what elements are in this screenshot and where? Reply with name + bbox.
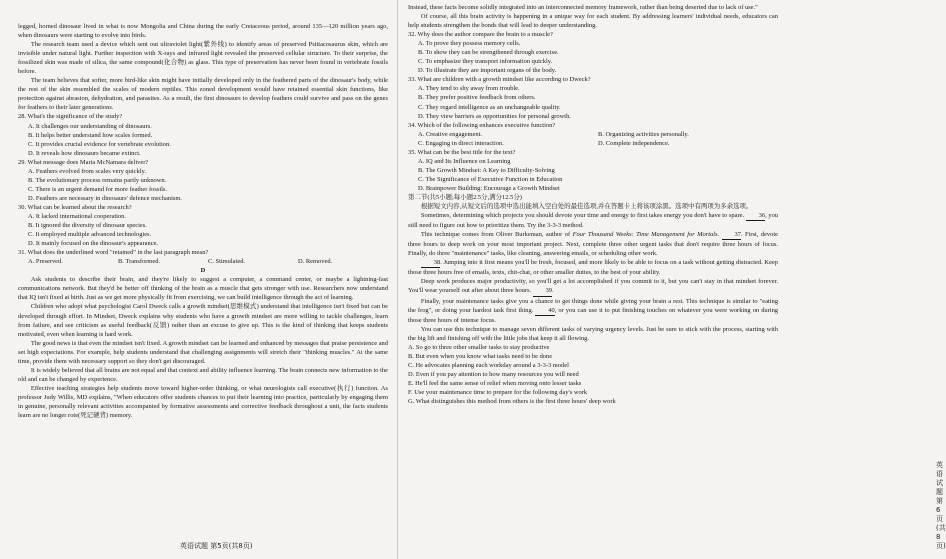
choice-list — [408, 343, 778, 406]
cloze-paragraph: Deep work produces major productivity, so you'll get a lot accomplished if you commit to it, but you can't stay in that mindset forever. You'll wear yourself out after about three hours. 39. — [408, 277, 778, 296]
option: A. Feathers evolved from scales very quickly. — [28, 167, 146, 175]
question-33 — [408, 75, 778, 120]
passage-c-paragraph: The research team used a device which sent out ultraviolet light(紫外线) to identify areas of preserved Psittacosaurus skin, which are invisible under natural light. Further inspection with X-rays and infrared light revealed the preserved cellular structure. To their surprise, the fossilized skin was made of silica, the same compound(化合物) as glass. This type of preservation has never been found in vertebrate fossils before. — [18, 41, 388, 76]
choice-option: E. He'll feel the same sense of relief when moving onto lesser tasks — [408, 379, 582, 387]
option: D. They view barriers as opportunities for personal growth. — [418, 112, 571, 120]
cloze-paragraph: 38. Jumping into it first means you'll be fresh, focused, and more likely to be able to focus on a task without getting distracted. Keep those three hours free of emails, texts, chit-chat, or other smaller duties, to the best of your ability. — [408, 259, 778, 277]
question-stem: 35. What can be the best title for the text? — [408, 148, 516, 156]
option: B. They prefer positive feedback from others. — [418, 94, 536, 102]
options-row — [408, 139, 778, 148]
option: A. It challenges our understanding of dinosaurs. — [28, 122, 152, 130]
choice-option: C. He advocates planning each workday around a 3-3-3 model — [408, 361, 569, 369]
page-footer-left: 英语试题 第5页(共8页) — [180, 541, 253, 550]
option: C. The Significance of Executive Function in Education — [418, 175, 563, 183]
option: B. It helps better understand how scales formed. — [28, 131, 153, 139]
option: C. Engaging in direct interaction. — [418, 139, 504, 147]
options-row — [408, 130, 778, 139]
passage-c-paragraph: The team believes that softer, more bird-like skin might have initially developed only in the feathered parts of the dinosaur's body, while the rest of the skin resembled the scales of modern reptiles. This zoned development would have retained essential skin functions, like protection against abrasion, dehydration, and parasites. As a result, the first dinosaurs to develop feathers could survive and pass on the genes for feathers to their later generations. — [18, 77, 388, 112]
option: B. To show they can be strengthened through exercise. — [418, 49, 559, 57]
option: C. There is an urgent demand for more feather fossils. — [28, 185, 168, 193]
option: C. They regard intelligence as an unchangeable quality. — [418, 103, 561, 111]
book-title: Four Thousand Weeks: Time Management for Mortals — [572, 231, 718, 239]
option: A. They tend to shy away from trouble. — [418, 85, 520, 93]
question-35 — [408, 148, 778, 193]
question-stem: 32. Why does the author compare the brain to a muscle? — [408, 31, 553, 39]
cloze-paragraph: Finally, your maintenance tasks give you a chance to get things done while giving your brain a rest. This technique is similar to "eating the frog", or doing your hardest task first thing. 40, or you can use it to put finishing touches on whatever you were working on during those three hours of intense focus. — [408, 297, 779, 324]
passage-d-paragraph: Effective teaching strategies help students move toward higher-order thinking, or what neurologists call executive(执行) function. As professor Judy Willis, MD explains, "When educators offer students chances to put their learning into practice, particularly by engaging them in genuine, personally relevant activities accompanied by formative assessments and corrective feedback throughout a unit, the facts students learn are no longer rote(死记硬背) memory. — [18, 384, 388, 420]
passage-d-paragraph: The good news is that even the mindset isn't fixed. A growth mindset can be learned and enhanced by messages that praise persistence and set high expectations. For example, help students understand that challenging assignments will stretch their "thinking muscles." At the same time, provide them with necessary support so they don't get discouraged. — [18, 339, 388, 365]
question-stem: 30. What can be learned about the research? — [18, 203, 132, 211]
left-page — [0, 0, 398, 559]
section-d-heading: D — [200, 267, 206, 275]
options-row — [18, 257, 388, 266]
passage-d-paragraph: Ask students to describe their brain, and they're likely to suggest a computer, a command center, or maybe a lightning-fast communications network. But they'd be better off thinking of the brain as a muscle that gets stronger with use. Researchers now understand that IQ isn't fixed at birth. Just as we get more physically fit from exercising, we can build intelligence through the act of learning. — [18, 276, 388, 302]
cloze-paragraph: Sometimes, determining which projects you should devote your time and energy to first takes energy you don't have to spare. 36, you still need to figure out how to prioritize them. Try the 3-3-3 method. — [408, 212, 779, 230]
passage-d-paragraph: Children who adopt what psychologist Carol Dweck calls a growth mindset(思维模式) understand that intelligence isn't fixed but can be developed through effort. In Mindset, Dweck explains why students who have a growth mindset are more willing to tackle challenges, learn from failure, and see criticism as useful feedback(反馈) rather than an excuse to give up. This is the kind of thinking that keeps students motivated, even when learning is hard work. — [18, 303, 388, 338]
blank-38: 38 — [421, 258, 440, 268]
section-2-instructions: 根据短文内容,从短文后的选项中选出能填入空白处的最佳选项,并在答题卡上将该项涂黑。选项中有两项为多余选项。 — [420, 203, 753, 211]
cloze-paragraph: You can use this technique to manage seven different tasks of varying urgency levels. Just be sure to stick with the process, starting with the big lift and finishing off with the little jobs that keep it all flowing. — [408, 325, 778, 342]
question-stem: 31. What does the underlined word "retained" in the last paragraph mean? — [18, 249, 209, 257]
right-page — [398, 0, 946, 559]
option: A. IQ and Its Influence on Learning — [418, 157, 511, 165]
option: C. Stimulated. — [208, 258, 246, 266]
option: D. Complete independence. — [598, 139, 670, 147]
choice-option: A. So go to three other smaller tasks to stay productive — [408, 343, 550, 351]
blank-40: 40 — [535, 306, 554, 316]
page-footer-right: 英语试题 第6页(共8页) — [936, 460, 946, 550]
option: B. Organizing activities personally. — [598, 130, 689, 138]
blank-37: 37 — [722, 230, 741, 240]
passage-d-paragraph: Of course, all this brain activity is happening in a unique way for each student. By addressing learners' individual needs, educators can help students strengthen the bonds that will lead to deeper understanding. — [408, 13, 778, 30]
option: B. Transformed. — [118, 258, 161, 266]
question-32 — [408, 30, 778, 75]
passage-c-paragraph: legged, horned dinosaur lived in what is now Mongolia and China during the early Cretaceous period, around 135—120 million years ago, when dinosaurs were starting to evolve into birds. — [18, 23, 388, 40]
question-stem: 33. What are children with a growth mindset like according to Dweck? — [408, 76, 591, 84]
option: B. It ignored the diversity of dinosaur species. — [28, 222, 147, 230]
option: A. To prove they possess memory cells. — [418, 40, 521, 48]
choice-option: G. What distinguishes this method from others is the first three hours' deep work — [408, 398, 616, 406]
choice-option: B. But even when you know what tasks need to be done — [408, 352, 553, 360]
question-31 — [18, 248, 388, 266]
question-stem: 29. What message does Maria McNamara deliver? — [18, 158, 149, 166]
option: D. Brainpower Building: Encourage a Growth Mindset — [418, 184, 560, 192]
option: D. To illustrate they are important organs of the body. — [418, 67, 557, 75]
section-2-title: 第二节(共5小题;每小题2.5分,满分12.5分) — [408, 193, 522, 201]
option: D. Removed. — [298, 258, 333, 266]
question-stem: 34. Which of the following enhances executive function? — [408, 121, 556, 129]
passage-d-paragraph: It is widely believed that all brains are not equal and that context and ability influence learning. The brain connects new information to the old and can be changed by experience. — [18, 366, 388, 383]
option: B. The evolutionary process remains partly unknown. — [28, 176, 167, 184]
question-30 — [18, 203, 388, 248]
option: C. It provides crucial evidence for vertebrate evolution. — [28, 140, 171, 148]
choice-option: F. Use your maintenance time to prepare for the following day's work — [408, 388, 588, 396]
cloze-paragraph: This technique comes from Oliver Burkeman, author of Four Thousand Weeks: Time Management for Mortals. 37. First, devote three hours to deep work on your most important project. Next, complete three other urgent tasks that don't require three hours of focus. Finally, do three "maintenance" tasks, like cleaning, answering emails, or scheduling other work. — [408, 231, 779, 258]
option: A. It lacked international cooperation. — [28, 212, 126, 220]
option: A. Creative engagement. — [418, 130, 482, 138]
option: C. To emphasize they transport information quickly. — [418, 58, 553, 66]
option: C. It employed multiple advanced technologies. — [28, 231, 152, 239]
option: D. It mainly focused on the dinosaur's appearance. — [28, 240, 159, 248]
passage-d-paragraph: Instead, these facts become solidly integrated into an interconnected memory framework, rather than being deserted due to lack of use." — [408, 4, 758, 11]
question-34 — [408, 121, 778, 148]
blank-36: 36 — [746, 211, 765, 221]
choice-option: D. Even if you pay attention to how many resources you will need — [408, 370, 579, 378]
question-29 — [18, 158, 388, 203]
question-stem: 28. What's the significance of the study? — [18, 113, 123, 121]
option: B. The Growth Mindset: A Key to Difficulty-Solving — [418, 166, 555, 174]
option: D. Feathers are necessary in dinosaurs' defence mechanism. — [28, 194, 182, 202]
blank-39: 39 — [533, 286, 552, 296]
option: A. Preserved. — [28, 258, 63, 266]
option: D. It reveals how dinosaurs became extinct. — [28, 149, 141, 157]
question-28 — [18, 112, 388, 157]
